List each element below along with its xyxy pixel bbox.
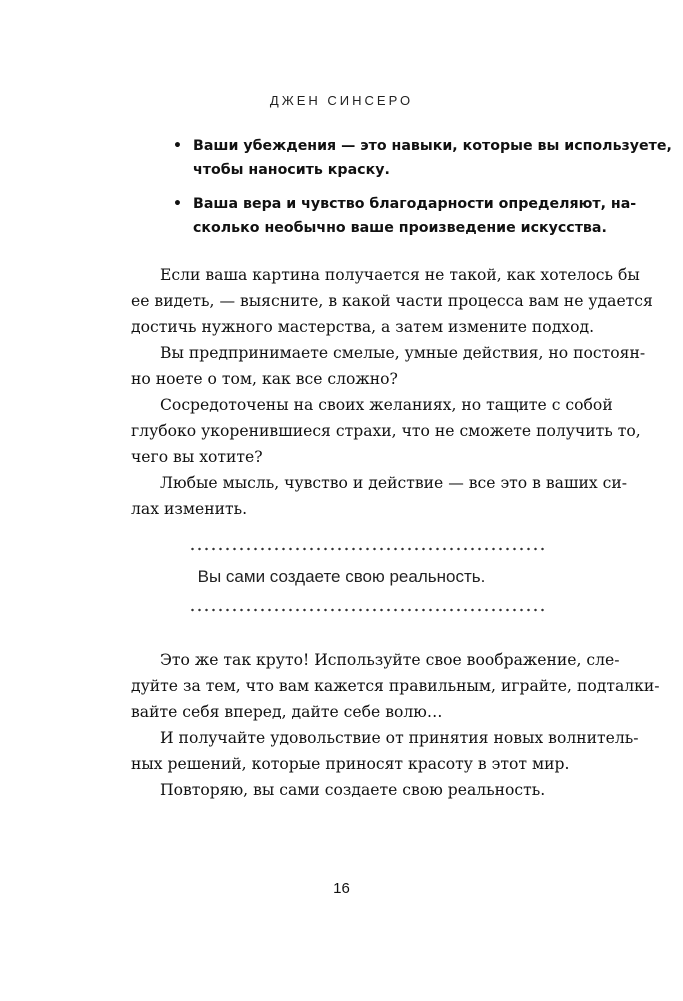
text-line: ных решений, которые приносят красоту в этот мир.	[131, 755, 570, 773]
paragraph	[131, 725, 639, 777]
bullet-item	[173, 192, 637, 240]
dotted-rule-bottom	[189, 608, 546, 612]
bullet-line: сколько необычно ваше произведение искусства.	[193, 220, 607, 236]
text-line: Если ваша картина получается не такой, как хотелось бы	[160, 266, 640, 284]
text-line: И получайте удовольствие от принятия новых волнитель-	[160, 729, 639, 747]
bullet-item	[173, 134, 672, 182]
text-line: чего вы хотите?	[131, 448, 263, 466]
dotted-rule-top	[189, 547, 546, 551]
paragraph	[131, 647, 660, 725]
text-line: Любые мысль, чувство и действие — все это в ваших си-	[160, 474, 627, 492]
text-line: лах изменить.	[131, 500, 248, 518]
text-line: Это же так круто! Используйте свое воображение, сле-	[160, 651, 620, 669]
paragraph	[131, 262, 653, 340]
text-line: достичь нужного мастерства, а затем измените подход.	[131, 318, 595, 336]
text-line: Повторяю, вы сами создаете свою реальность.	[160, 781, 546, 799]
text-line: вайте себя вперед, дайте себе волю…	[131, 703, 443, 721]
paragraph	[131, 392, 641, 470]
body-block-1	[131, 262, 653, 522]
bullet-line: Ваша вера и чувство благодарности определяют, на-	[193, 196, 637, 212]
text-line: ее видеть, — выясните, в какой части процесса вам не удается	[131, 292, 653, 310]
page-number: 16	[333, 880, 350, 897]
bullet-line: Ваши убеждения — это навыки, которые вы используете,	[193, 138, 672, 154]
paragraph	[131, 470, 627, 522]
paragraph	[131, 340, 646, 392]
bullet-dot-icon: •	[173, 196, 182, 212]
bullet-list	[173, 134, 672, 250]
text-line: Сосредоточены на своих желаниях, но тащите с собой	[160, 396, 613, 414]
callout-quote: Вы сами создаете свою реальность.	[197, 567, 486, 586]
bullet-line: чтобы наносить краску.	[193, 162, 390, 178]
running-head: ДЖЕН СИНСЕРО	[269, 93, 414, 108]
text-line: но ноете о том, как все сложно?	[131, 370, 398, 388]
text-line: глубоко укоренившиеся страхи, что не сможете получить то,	[131, 422, 641, 440]
body-block-2	[131, 647, 660, 803]
text-line: дуйте за тем, что вам кажется правильным, играйте, подталки-	[131, 677, 660, 695]
text-line: Вы предпринимаете смелые, умные действия, но постоян-	[160, 344, 646, 362]
paragraph	[131, 777, 550, 803]
bullet-dot-icon: •	[173, 138, 182, 154]
